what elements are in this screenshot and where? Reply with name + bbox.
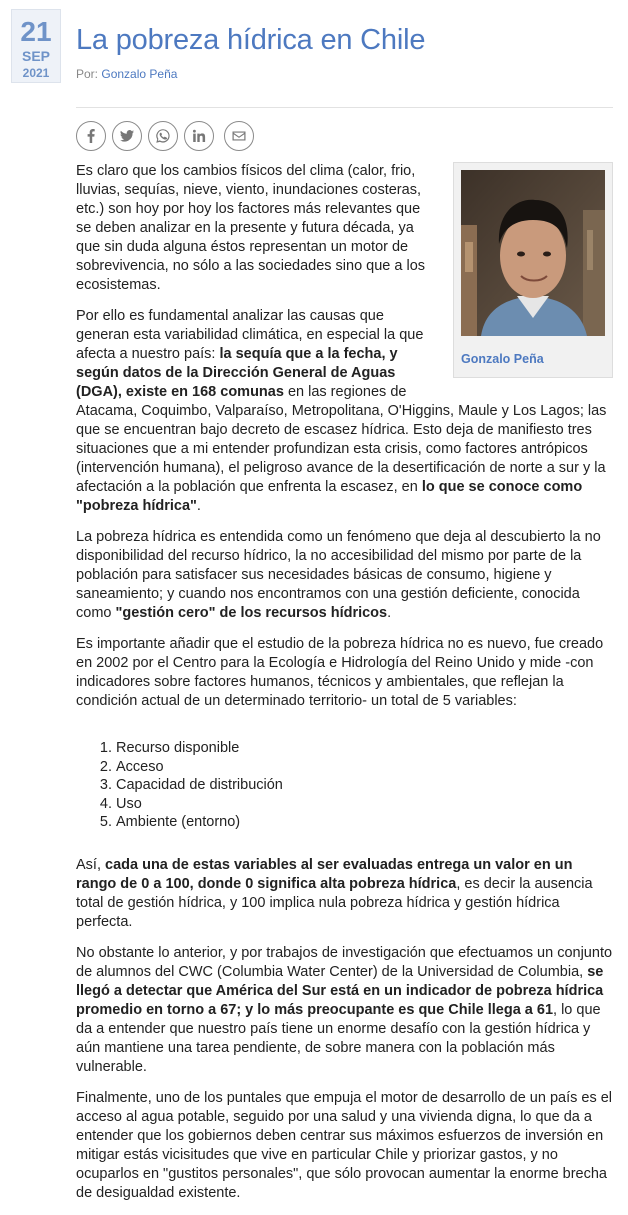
paragraph-2: Por ello es fundamental analizar las causas que generan esta variabilidad climática, en especial la que afecta a nuestro país: la sequía que a la fecha, y según datos de la Dirección General de Aguas (DGA), existe en 168 comunas en las regiones de Atacama, Coquimbo, Valparaíso, Metropolitana, O'Higgins, Maule y Los Lagos; las que se encuentran bajo decreto de escasez hídrica. Esto deja de manifiesto tres situaciones que a mi entender profundizan esta crisis, como factores antrópicos (intervención humana), el peligroso avance de la desertificación de norte a sur y la afectación a la población que enfrenta la escasez, en lo que se conoce como "pobreza hídrica". <box>76 308 607 514</box>
author-photo <box>461 170 605 336</box>
facebook-icon <box>83 128 99 144</box>
byline <box>76 67 177 81</box>
paragraph-6: No obstante lo anterior, y por trabajos de investigación que efectuamos un conjunto de alumnos del CWC (Columbia Water Center) de la Universidad de Columbia, se llegó a detectar que América del Sur está en un indicador de pobreza hídrica promedio en torno a 67; y lo más preocupante es que Chile llega a 61, lo que da a entender que nuestro país tiene un enorme desafío con la gestión hídrica y aún mantiene una tarea pendiente, de sobre manera con la población más vulnerable. <box>76 944 613 1075</box>
article-title: La pobreza hídrica en Chile <box>76 24 426 56</box>
whatsapp-icon <box>155 128 171 144</box>
highlight: la sequía que a la fecha, y según datos de la Dirección General de Aguas (DGA), existe en 168 comunas <box>76 346 398 400</box>
twitter-share-button[interactable] <box>112 121 142 151</box>
whatsapp-share-button[interactable] <box>148 121 178 151</box>
author-caption: Gonzalo Peña <box>461 352 544 366</box>
author-link[interactable]: Gonzalo Peña <box>101 67 178 81</box>
linkedin-share-button[interactable] <box>184 121 214 151</box>
list-item: 2. Acceso <box>116 758 613 777</box>
list-item: 3. Capacidad de distribución <box>116 776 613 795</box>
author-box <box>453 162 613 378</box>
facebook-share-button[interactable] <box>76 121 106 151</box>
highlight: "gestión cero" de los recursos hídricos <box>115 605 388 621</box>
email-share-button[interactable] <box>224 121 254 151</box>
byline-prefix: Por: <box>76 67 99 81</box>
variables-list <box>76 739 613 832</box>
date-badge <box>11 9 61 83</box>
list-item: 5. Ambiente (entorno) <box>116 813 613 832</box>
paragraph-7: Finalmente, uno de los puntales que empuja el motor de desarrollo de un país es el acceso al agua potable, seguido por una salud y una vivienda digna, lo que da a entender que los gobiernos deben centrar sus máximos esfuerzos de inversión en mitigar estás vicisitudes que vive en particular Chile y priorizar gastos, y no ocuparlos en "gustitos personales", que sólo provocan aumentar la enorme brecha de desigualdad existente. <box>76 1089 613 1201</box>
paragraph-4: Es importante añadir que el estudio de la pobreza hídrica no es nuevo, fue creado en 2002 por el Centro para la Ecología e Hidrología del Reino Unido y mide -con indicadores sobre factores humanos, técnicos y ambientales, que reflejan la condición actual de un determinado territorio- un total de 5 variables: <box>76 636 604 709</box>
list-item: 4. Uso <box>116 795 613 814</box>
date-day: 21 <box>20 16 52 47</box>
date-month: SEP <box>21 48 50 64</box>
linkedin-icon <box>191 128 207 144</box>
highlight: lo que se conoce como "pobreza hídrica" <box>76 479 583 514</box>
list-item: 1. Recurso disponible <box>116 739 613 758</box>
twitter-icon <box>119 128 135 144</box>
article-body <box>76 162 613 1215</box>
paragraph-5: Así, cada una de estas variables al ser evaluadas entrega un valor en un rango de 0 a 100, donde 0 significa alta pobreza hídrica, es decir la ausencia total de gestión hídrica, y 100 implica nula pobreza hídrica y gestión hídrica perfecta. <box>76 856 593 930</box>
paragraph-3: La pobreza hídrica es entendida como un fenómeno que deja al descubierto la no disponibilidad del recurso hídrico, la no accesibilidad del mismo por parte de la población para satisfacer sus necesidades básicas de consumo, higiene y saneamiento; y cuando nos encontramos con una gestión deficiente, conocida como "gestión cero" de los recursos hídricos. <box>76 529 601 621</box>
highlight: se llegó a detectar que América del Sur está en un indicador de pobreza hídrica promedio en torno a 67; y lo más preocupante es que Chile llega a 61 <box>76 963 604 1018</box>
date-year: 2021 <box>22 66 50 80</box>
highlight: cada una de estas variables al ser evaluadas entrega un valor en un rango de 0 a 100, donde 0 significa alta pobreza hídrica <box>76 856 573 892</box>
paragraph-1: Es claro que los cambios físicos del clima (calor, frio, lluvias, sequías, nieve, viento, inundaciones costeras, etc.) son hoy por hoy los factores más relevantes que se deben analizar en la presente y futura década, ya que sin duda alguna éstos representan un motor de sobrevivencia, no sólo a las sociedades sino que a los ecosistemas. <box>76 163 426 293</box>
divider <box>76 107 613 108</box>
email-icon <box>231 128 247 144</box>
